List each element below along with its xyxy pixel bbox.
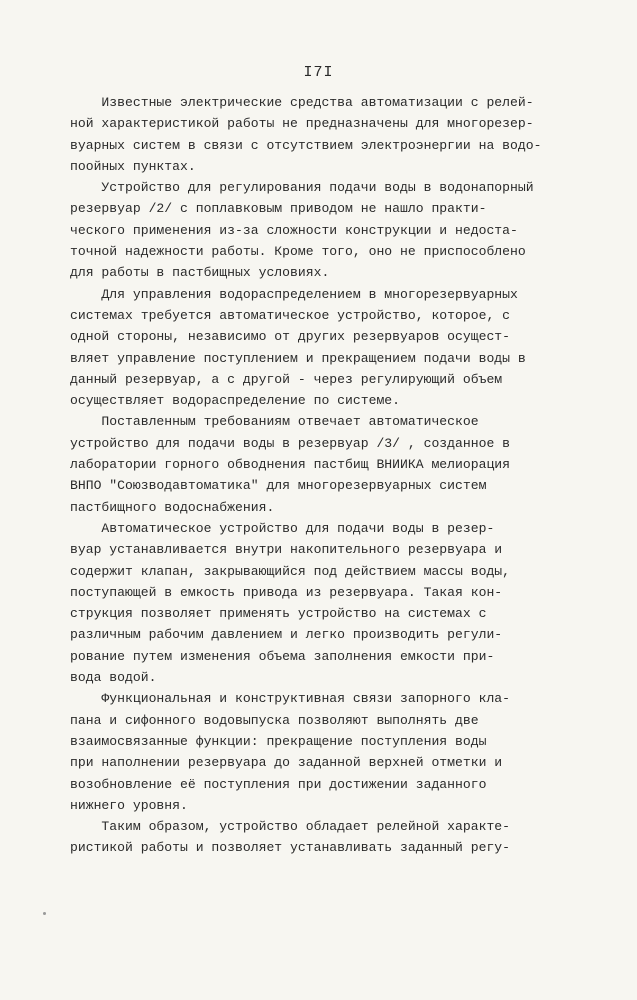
text-line: устройство для подачи воды в резервуар /3/ , созданное в <box>70 435 511 451</box>
text-line: пастбищного водоснабжения. <box>70 499 275 515</box>
text-line: лаборатории горного обводнения пастбищ ВНИИКА мелиорация <box>70 457 511 473</box>
text-line: одной стороны, независимо от других резервуаров осущест- <box>70 329 511 345</box>
text-line: ВНПО "Союзводавтоматика" для многорезервуарных систем <box>70 478 487 494</box>
text-line: взаимосвязанные функции: прекращение поступления воды <box>70 733 487 749</box>
text-line: Автоматическое устройство для подачи воды в резер- <box>70 520 495 536</box>
text-line: точной надежности работы. Кроме того, оно не приспособлено <box>70 244 526 260</box>
text-line: вуар устанавливается внутри накопительного резервуара и <box>70 542 503 558</box>
text-line: струкция позволяет применять устройство на системах с <box>70 606 487 622</box>
text-line: осуществляет водораспределение по системе. <box>70 393 401 409</box>
text-line: Для управления водораспределением в многорезервуарных <box>70 286 518 302</box>
text-line: Устройство для регулирования подачи воды в водонапорный <box>70 180 534 196</box>
text-line: нижнего уровня. <box>70 797 188 813</box>
text-line: системах требуется автоматическое устройство, которое, с <box>70 307 511 323</box>
text-line: пана и сифонного водовыпуска позволяют выполнять две <box>70 712 479 728</box>
page-number: I7I <box>303 64 334 81</box>
scan-speck <box>43 912 46 915</box>
text-line: Поставленным требованиям отвечает автоматическое <box>70 414 479 430</box>
text-line: рование путем изменения объема заполнения емкости при- <box>70 648 495 664</box>
text-line: ристикой работы и позволяет устанавливать заданный регу- <box>70 840 511 856</box>
text-line: резервуар /2/ с поплавковым приводом не нашло практи- <box>70 201 487 217</box>
text-line: ческого применения из-за сложности конструкции и недоста- <box>70 222 518 238</box>
text-line: Таким образом, устройство обладает релейной характе- <box>70 819 511 835</box>
text-line: поойных пунктах. <box>70 158 196 174</box>
text-line: данный резервуар, а с другой - через регулирующий объем <box>70 371 503 387</box>
text-line: Функциональная и конструктивная связи запорного кла- <box>70 691 511 707</box>
text-line: для работы в пастбищных условиях. <box>70 265 330 281</box>
text-line: возобновление её поступления при достижении заданного <box>70 776 487 792</box>
text-line: поступающей в емкость привода из резервуара. Такая кон- <box>70 584 503 600</box>
body-text <box>70 92 590 859</box>
text-line: Известные электрические средства автоматизации с релей- <box>70 95 534 110</box>
text-line: вода водой. <box>70 670 157 686</box>
text-line: при наполнении резервуара до заданной верхней отметки и <box>70 755 503 771</box>
text-line: содержит клапан, закрывающийся под действием массы воды, <box>70 563 511 579</box>
text-line: вуарных систем в связи с отсутствием электроэнергии на водо- <box>70 137 542 153</box>
text-line: вляет управление поступлением и прекращением подачи воды в <box>70 350 526 366</box>
text-line: ной характеристикой работы не предназначены для многорезер- <box>70 116 534 132</box>
text-line: различным рабочим давлением и легко производить регули- <box>70 627 503 643</box>
